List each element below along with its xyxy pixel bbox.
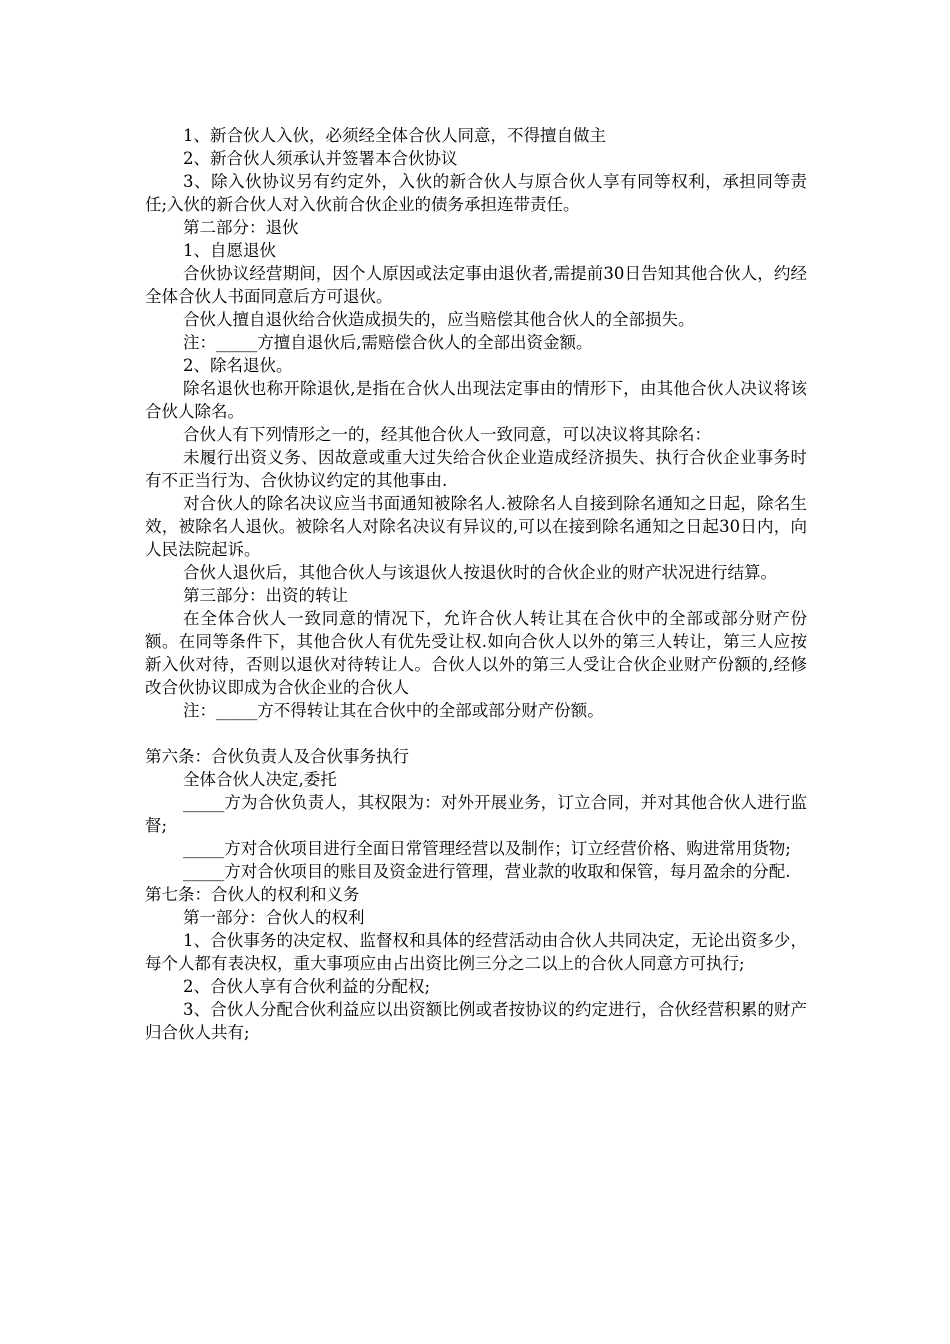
paragraph-admission-sign: 2、新合伙人须承认并签署本合伙协议 <box>183 149 458 168</box>
section-heading-transfer: 第三部分：出资的转让 <box>183 586 348 605</box>
note-withdrawal-compensation: 注：_____方擅自退伙后,需赔偿合伙人的全部出资金额。 <box>183 333 593 352</box>
section-heading-rights: 第一部分：合伙人的权利 <box>183 908 365 927</box>
paragraph-admission-rights: 3、除入伙协议另有约定外，入伙的新合伙人与原合伙人享有同等权利，承担同等责任;入伙的新合伙人对入伙前合伙企业的债务承担连带责任。 <box>145 172 807 214</box>
paragraph-admission-consent: 1、新合伙人入伙，必须经全体合伙人同意，不得擅自做主 <box>183 126 606 145</box>
paragraph-right-decision: 1、合伙事务的决定权、监督权和具体的经营活动由合伙人共同决定，无论出资多少，每个人都有表决权，重大事项应由占出资比例三分之二以上的合伙人同意方可执行; <box>145 931 807 973</box>
article-heading-six: 第六条：合伙负责人及合伙事务执行 <box>145 747 409 766</box>
paragraph-settlement: 合伙人退伙后，其他合伙人与该退伙人按退伙时的合伙企业的财产状况进行结算。 <box>183 563 777 582</box>
paragraph-right-profit: 2、合伙人享有合伙利益的分配权; <box>183 977 431 996</box>
paragraph-withdrawal-loss: 合伙人擅自退伙给合伙造成损失的，应当赔偿其他合伙人的全部损失。 <box>183 310 695 329</box>
blank-line <box>145 722 807 745</box>
paragraph-withdrawal-notice: 合伙协议经营期间，因个人原因或法定事由退伙者,需提前30日告知其他合伙人，约经全体合伙人书面同意后方可退伙。 <box>145 264 807 306</box>
paragraph-expulsion-notice: 对合伙人的除名决议应当书面通知被除名人.被除名人自接到除名通知之日起，除名生效，被除名人退伙。被除名人对除名决议有异议的,可以在接到除名通知之日起30日内，向人民法院起诉。 <box>145 494 807 559</box>
note-transfer-restriction: 注：_____方不得转让其在合伙中的全部或部分财产份额。 <box>183 701 604 720</box>
paragraph-manager-duties: _____方为合伙负责人，其权限为：对外开展业务，订立合同，并对其他合伙人进行监督; <box>145 793 807 835</box>
section-heading-withdrawal: 第二部分：退伙 <box>183 218 299 237</box>
document-page <box>145 124 807 1044</box>
paragraph-entrust: 全体合伙人决定,委托 <box>183 770 337 789</box>
paragraph-transfer-rules: 在全体合伙人一致同意的情况下，允许合伙人转让其在合伙中的全部或部分财产份额。在同等条件下，其他合伙人有优先受让权.如向合伙人以外的第三人转让，第三人应按新入伙对待，否则以退伙对待转让人。合伙人以外的第三人受让合伙企业财产份额的,经修改合伙协议即成为合伙企业的合伙人 <box>145 609 807 697</box>
paragraph-operations-duties: _____方对合伙项目进行全面日常管理经营以及制作；订立经营价格、购进常用货物; <box>183 839 791 858</box>
subheading-voluntary-withdrawal: 1、自愿退伙 <box>183 241 276 260</box>
paragraph-right-distribution: 3、合伙人分配合伙利益应以出资额比例或者按协议的约定进行，合伙经营积累的财产归合伙人共有; <box>145 1000 807 1042</box>
paragraph-expulsion-conditions: 合伙人有下列情形之一的，经其他合伙人一致同意，可以决议将其除名： <box>183 425 711 444</box>
paragraph-expulsion-definition: 除名退伙也称开除退伙,是指在合伙人出现法定事由的情形下，由其他合伙人决议将该合伙人除名。 <box>145 379 807 421</box>
paragraph-expulsion-reasons: 未履行出资义务、因故意或重大过失给合伙企业造成经济损失、执行合伙企业事务时有不正当行为、合伙协议约定的其他事由. <box>145 448 807 490</box>
paragraph-finance-duties: _____方对合伙项目的账目及资金进行管理，营业款的收取和保管，每月盈余的分配. <box>183 862 791 881</box>
article-heading-seven: 第七条：合伙人的权利和义务 <box>145 885 360 904</box>
subheading-expulsion: 2、除名退伙。 <box>183 356 293 375</box>
